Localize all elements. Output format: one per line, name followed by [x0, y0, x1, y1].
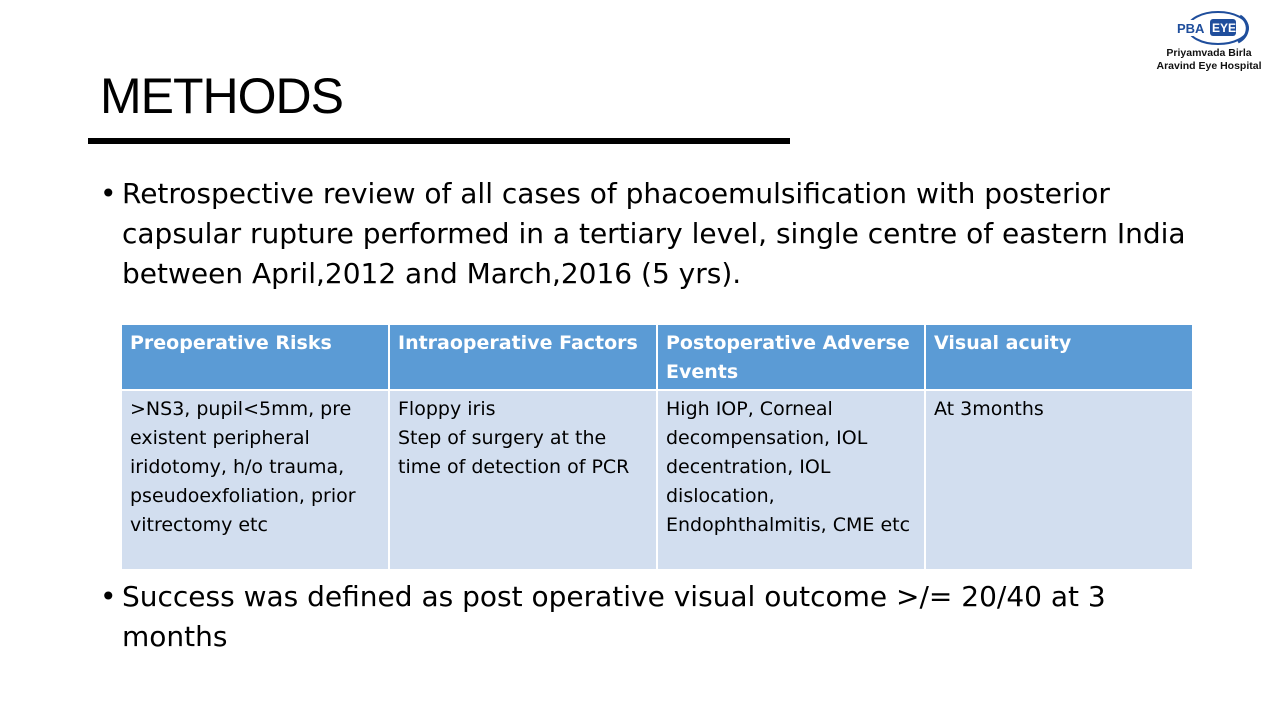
cell-line: At 3months [934, 398, 1044, 420]
cell-line: Step of surgery at the time of detection of PCR [398, 427, 630, 478]
table-cell-visual-acuity [925, 390, 1193, 570]
logo-line-2: Aravind Eye Hospital [1156, 60, 1262, 72]
table-cell-intraoperative [389, 390, 657, 570]
table-header-row [121, 324, 1193, 390]
svg-text:PBA: PBA [1177, 21, 1205, 36]
hospital-logo [1142, 6, 1276, 76]
svg-text:EYE: EYE [1212, 21, 1237, 35]
risk-factors-table [120, 323, 1194, 571]
cell-line: >NS3, pupil<5mm, pre existent peripheral iridotomy, h/o trauma, pseudoexfoliation, prior vitrectomy etc [130, 398, 356, 536]
table-header-cell: Intraoperative Factors [389, 324, 657, 390]
table-row [121, 390, 1193, 570]
pba-eye-logo-icon [1172, 10, 1252, 46]
table-header-cell: Postoperative Adverse Events [657, 324, 925, 390]
cell-line: High IOP, Corneal decompensation, IOL decentration, IOL dislocation, Endophthalmitis, CME etc [666, 398, 911, 536]
logo-line-1: Priyamvada Birla [1166, 47, 1252, 59]
slide-title: METHODS [100, 68, 343, 124]
bullet-text: Retrospective review of all cases of phacoemulsification with posterior capsular rupture performed in a tertiary level, single centre of eastern India between April,2012 and March,2016 (5 yrs). [122, 177, 1186, 290]
table-cell-postoperative [657, 390, 925, 570]
bullet-icon: • [100, 580, 117, 613]
bullet-text: Success was defined as post operative visual outcome >/= 20/40 at 3 months [122, 580, 1106, 653]
table-header-cell: Preoperative Risks [121, 324, 389, 390]
bullet-item-1 [100, 174, 1190, 294]
logo-caption [1142, 47, 1276, 73]
title-underline [88, 138, 790, 144]
table-cell-preoperative [121, 390, 389, 570]
table-header-cell: Visual acuity [925, 324, 1193, 390]
bullet-item-2 [100, 577, 1190, 657]
bullet-icon: • [100, 177, 117, 210]
cell-line: Floppy iris [398, 398, 496, 420]
